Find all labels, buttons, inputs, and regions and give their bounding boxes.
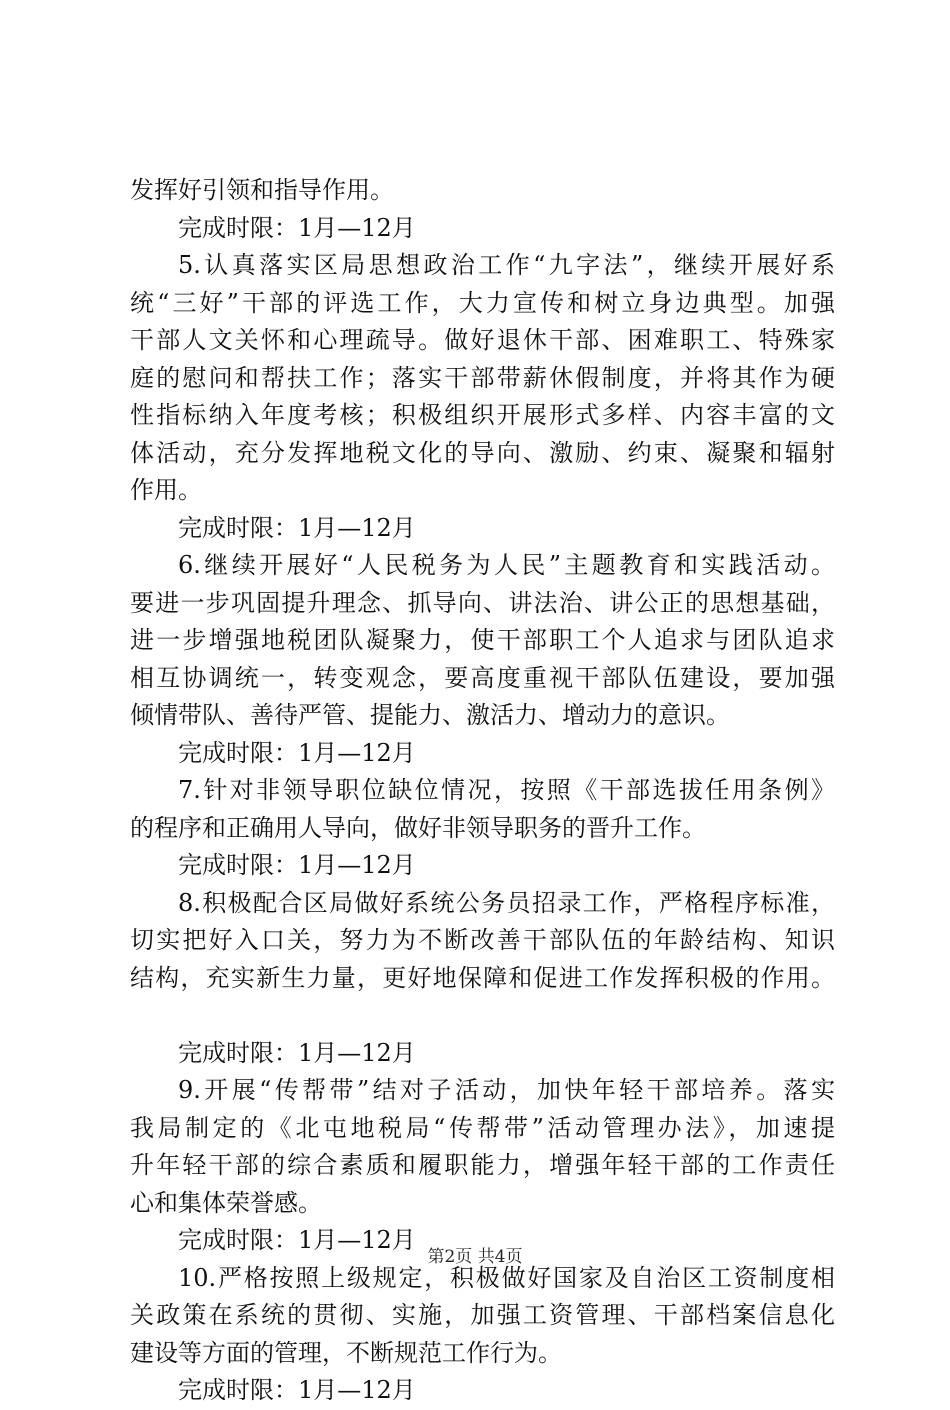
text-line: 升年轻干部的综合素质和履职能力，增强年轻干部的工作责任 [130,1151,835,1179]
item-8-heading: 8.积极配合区局做好系统公务员招录工作，严格程序标准， [178,888,835,917]
deadline-line: 完成时限：1月—12月 [178,1376,416,1404]
item-10-heading: 10.严格按照上级规定，积极做好国家及自治区工资制度相 [178,1263,835,1292]
deadline-line: 完成时限：1月—12月 [178,738,416,767]
document-body [130,172,835,1410]
text-line: 统“三好”干部的评选工作，大力宣传和树立身边典型。加强 [130,288,835,317]
text-line: 体活动，充分发挥地税文化的导向、激励、约束、凝聚和辐射 [130,438,835,467]
text-line: 要进一步巩固提升理念、抓导向、讲法治、讲公正的思想基础， [130,588,835,617]
text-line: 我局制定的《北屯地税局“传帮带”活动管理办法》，加速提 [130,1113,835,1142]
text-line: 性指标纳入年度考核；积极组织开展形式多样、内容丰富的文 [130,401,835,429]
text-line: 建设等方面的管理，不断规范工作行为。 [130,1338,562,1367]
item-9-heading: 9.开展“传帮带”结对子活动，加快年轻干部培养。落实 [178,1076,835,1104]
text-line: 倾情带队、善待严管、提能力、激活力、增动力的意识。 [130,701,730,729]
deadline-line: 完成时限：1月—12月 [178,851,416,879]
deadline-line: 完成时限：1月—12月 [178,513,416,542]
item-5-heading: 5.认真落实区局思想政治工作“九字法”，继续开展好系 [178,251,835,279]
deadline-line: 完成时限：1月—12月 [178,213,416,242]
deadline-line: 完成时限：1月—12月 [178,1226,416,1254]
text-line: 切实把好入口关，努力为不断改善干部队伍的年龄结构、知识 [130,926,835,954]
text-line: 结构，充实新生力量，更好地保障和促进工作发挥积极的作用。 [130,963,835,992]
text-line: 心和集体荣誉感。 [130,1188,322,1217]
blank-line [130,997,835,1035]
page-number-footer: 第2页 共4页 [427,1247,523,1267]
item-7-heading: 7.针对非领导职位缺位情况，按照《干部选拔任用条例》 [178,776,835,804]
text-line: 发挥好引领和指导作用。 [130,176,394,204]
text-line: 的程序和正确用人导向，做好非领导职务的晋升工作。 [130,813,706,842]
deadline-line: 完成时限：1月—12月 [178,1038,416,1067]
text-line: 关政策在系统的贯彻、实施，加强工资管理、干部档案信息化 [130,1301,835,1329]
text-line: 相互协调统一，转变观念，要高度重视干部队伍建设，要加强 [130,663,835,692]
item-6-heading: 6.继续开展好“人民税务为人民”主题教育和实践活动。 [178,551,835,579]
text-line: 进一步增强地税团队凝聚力，使干部职工个人追求与团队追求 [130,626,835,654]
text-line: 干部人文关怀和心理疏导。做好退休干部、困难职工、特殊家 [130,326,835,354]
text-line: 作用。 [130,476,202,504]
text-line: 庭的慰问和帮扶工作；落实干部带薪休假制度，并将其作为硬 [130,363,835,392]
